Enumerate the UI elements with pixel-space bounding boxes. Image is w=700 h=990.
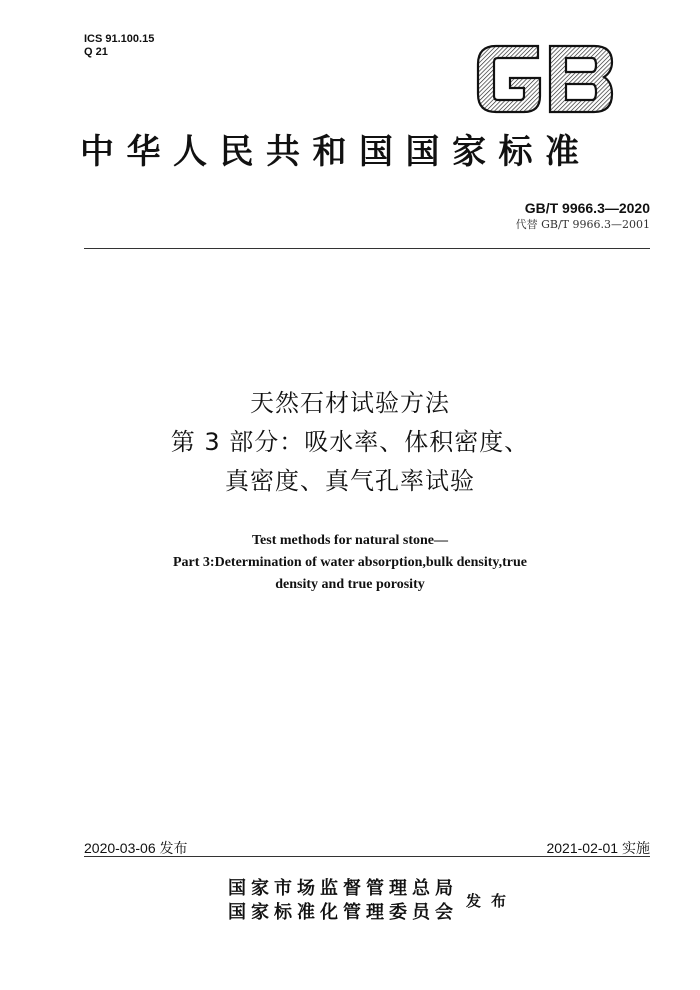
effective-date: 2021-02-01 实施 [546, 840, 650, 856]
gb-logo-icon [474, 42, 616, 116]
standard-number-block [516, 200, 650, 232]
replaced-standard: 代替 GB/T 9966.3—2001 [515, 218, 650, 231]
issuer-samr: 国家市场监督管理总局 [228, 878, 458, 899]
chinese-title-line-3: 真密度、真气孔率试验 [225, 467, 475, 495]
english-title-line-3: density and true porosity [275, 577, 425, 592]
english-title-line-1: Test methods for natural stone— [251, 533, 448, 548]
issuer-sac: 国家标准化管理委员会 [228, 902, 458, 923]
top-divider [84, 248, 650, 249]
chinese-title-line-2: 第 3 部分：吸水率、体积密度、 [170, 428, 530, 456]
national-standard-title: 中华人民共和国国家标准 [80, 132, 592, 172]
bottom-divider [84, 856, 650, 857]
chinese-title [50, 384, 650, 501]
issuing-authorities [228, 877, 458, 925]
issue-date: 2020-03-06 发布 [84, 840, 188, 856]
english-title-line-2: Part 3:Determination of water absorption,bulk density,true [173, 555, 527, 570]
ics-code: ICS 91.100.15 [84, 33, 155, 45]
ccs-code: Q 21 [84, 46, 108, 58]
release-label: 发布 [466, 892, 517, 910]
standard-code: GB/T 9966.3—2020 [524, 200, 650, 216]
english-title [50, 530, 650, 596]
ics-classification [84, 33, 154, 59]
chinese-title-line-1: 天然石材试验方法 [250, 389, 450, 417]
